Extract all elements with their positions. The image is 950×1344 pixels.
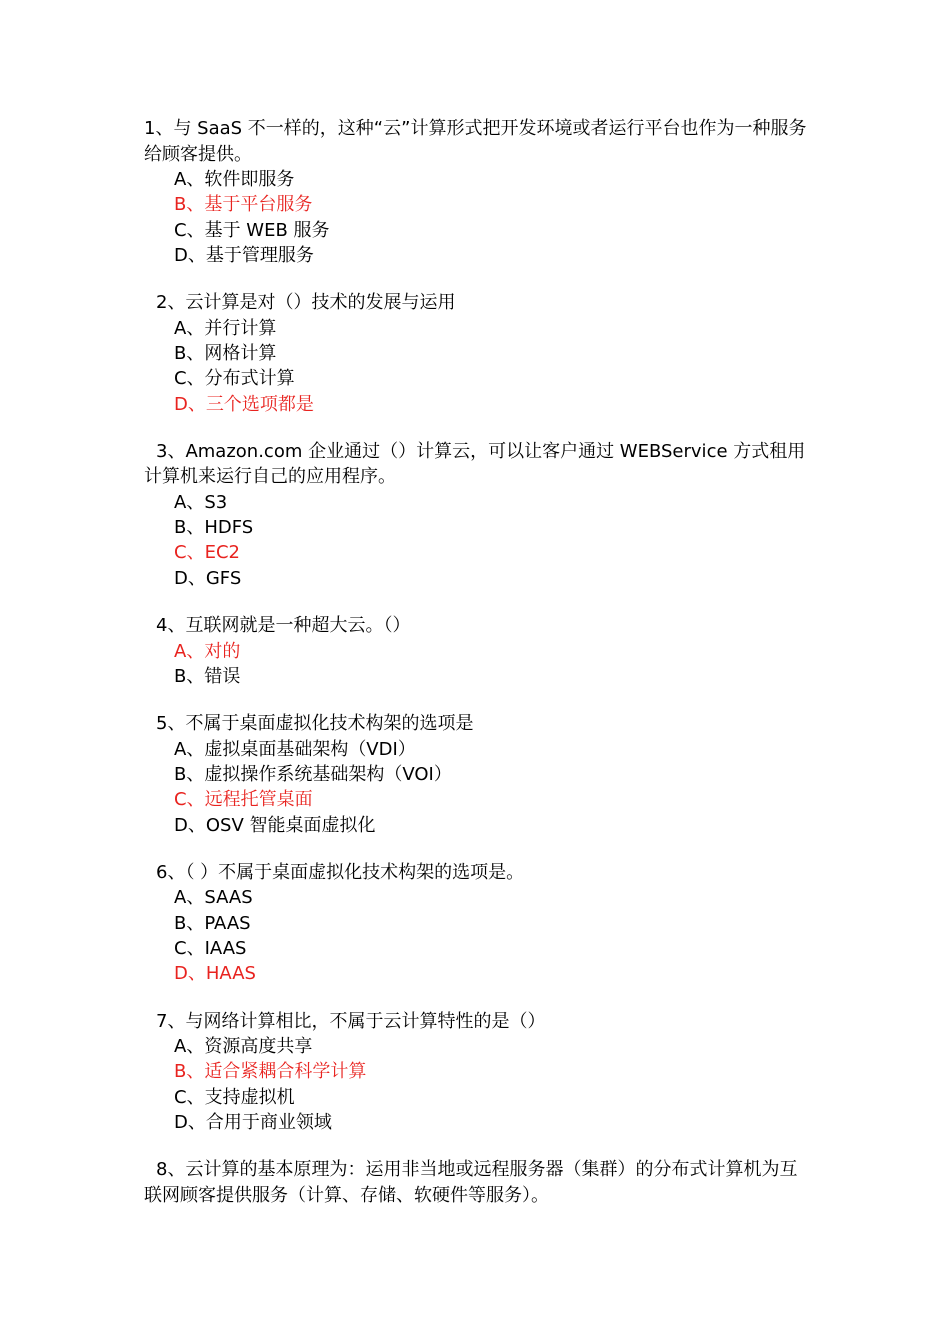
correct-answer-option: C、远程托管桌面 xyxy=(174,789,313,811)
answer-option: C、基于 WEB 服务 xyxy=(174,219,330,241)
answer-option: B、网格计算 xyxy=(174,342,277,364)
correct-answer-option: A、对的 xyxy=(174,640,241,662)
answer-option: B、HDFS xyxy=(174,517,254,539)
question-text: 4、互联网就是一种超大云。（） xyxy=(156,615,411,637)
answer-option: D、合用于商业领域 xyxy=(174,1111,332,1133)
question-block xyxy=(144,860,812,987)
answer-option: A、资源高度共享 xyxy=(174,1036,313,1058)
correct-answer-option: B、基于平台服务 xyxy=(174,194,313,216)
question-list xyxy=(144,116,812,1230)
answer-option: B、虚拟操作系统基础架构（VOI） xyxy=(174,763,452,785)
correct-answer-option: C、EC2 xyxy=(174,542,240,564)
question-block xyxy=(144,613,812,689)
answer-option: A、并行计算 xyxy=(174,317,277,339)
question-block xyxy=(144,1157,812,1208)
answer-option: C、支持虚拟机 xyxy=(174,1086,295,1108)
answer-option: D、OSV 智能桌面虚拟化 xyxy=(174,814,376,836)
question-block xyxy=(144,439,812,591)
question-text: 2、云计算是对（）技术的发展与运用 xyxy=(156,292,456,314)
question-text: 8、云计算的基本原理为：运用非当地或远程服务器（集群）的分布式计算机为互联网顾客提供服务（计算、存储、软硬件等服务）。 xyxy=(144,1159,798,1206)
answer-option: A、虚拟桌面基础架构（VDI） xyxy=(174,738,416,760)
question-block xyxy=(144,711,812,838)
answer-option: D、基于管理服务 xyxy=(174,244,314,266)
correct-answer-option: D、HAAS xyxy=(174,963,256,985)
correct-answer-option: B、适合紧耦合科学计算 xyxy=(174,1061,367,1083)
question-block xyxy=(144,1009,812,1136)
answer-option: D、GFS xyxy=(174,567,242,589)
question-block xyxy=(144,290,812,417)
question-text: 6、（ ）不属于桌面虚拟化技术构架的选项是。 xyxy=(156,861,525,883)
answer-option: A、SAAS xyxy=(174,887,253,909)
question-text: 3、Amazon.com 企业通过（）计算云，可以让客户通过 WEBService 方式租用计算机来运行自己的应用程序。 xyxy=(144,440,806,488)
answer-option: B、错误 xyxy=(174,665,241,687)
question-text: 5、不属于桌面虚拟化技术构架的选项是 xyxy=(156,713,474,735)
answer-option: B、PAAS xyxy=(174,912,251,934)
question-block xyxy=(144,116,812,268)
answer-option: C、分布式计算 xyxy=(174,368,295,390)
correct-answer-option: D、三个选项都是 xyxy=(174,393,314,415)
answer-option: A、软件即服务 xyxy=(174,169,295,190)
question-text: 7、与网络计算相比，不属于云计算特性的是（） xyxy=(156,1010,546,1032)
answer-option: A、S3 xyxy=(174,491,228,513)
question-text: 1、与 SaaS 不一样的，这种“云”计算形式把开发环境或者运行平台也作为一种服务给顾客提供。 xyxy=(144,118,807,165)
answer-option: C、IAAS xyxy=(174,937,247,959)
